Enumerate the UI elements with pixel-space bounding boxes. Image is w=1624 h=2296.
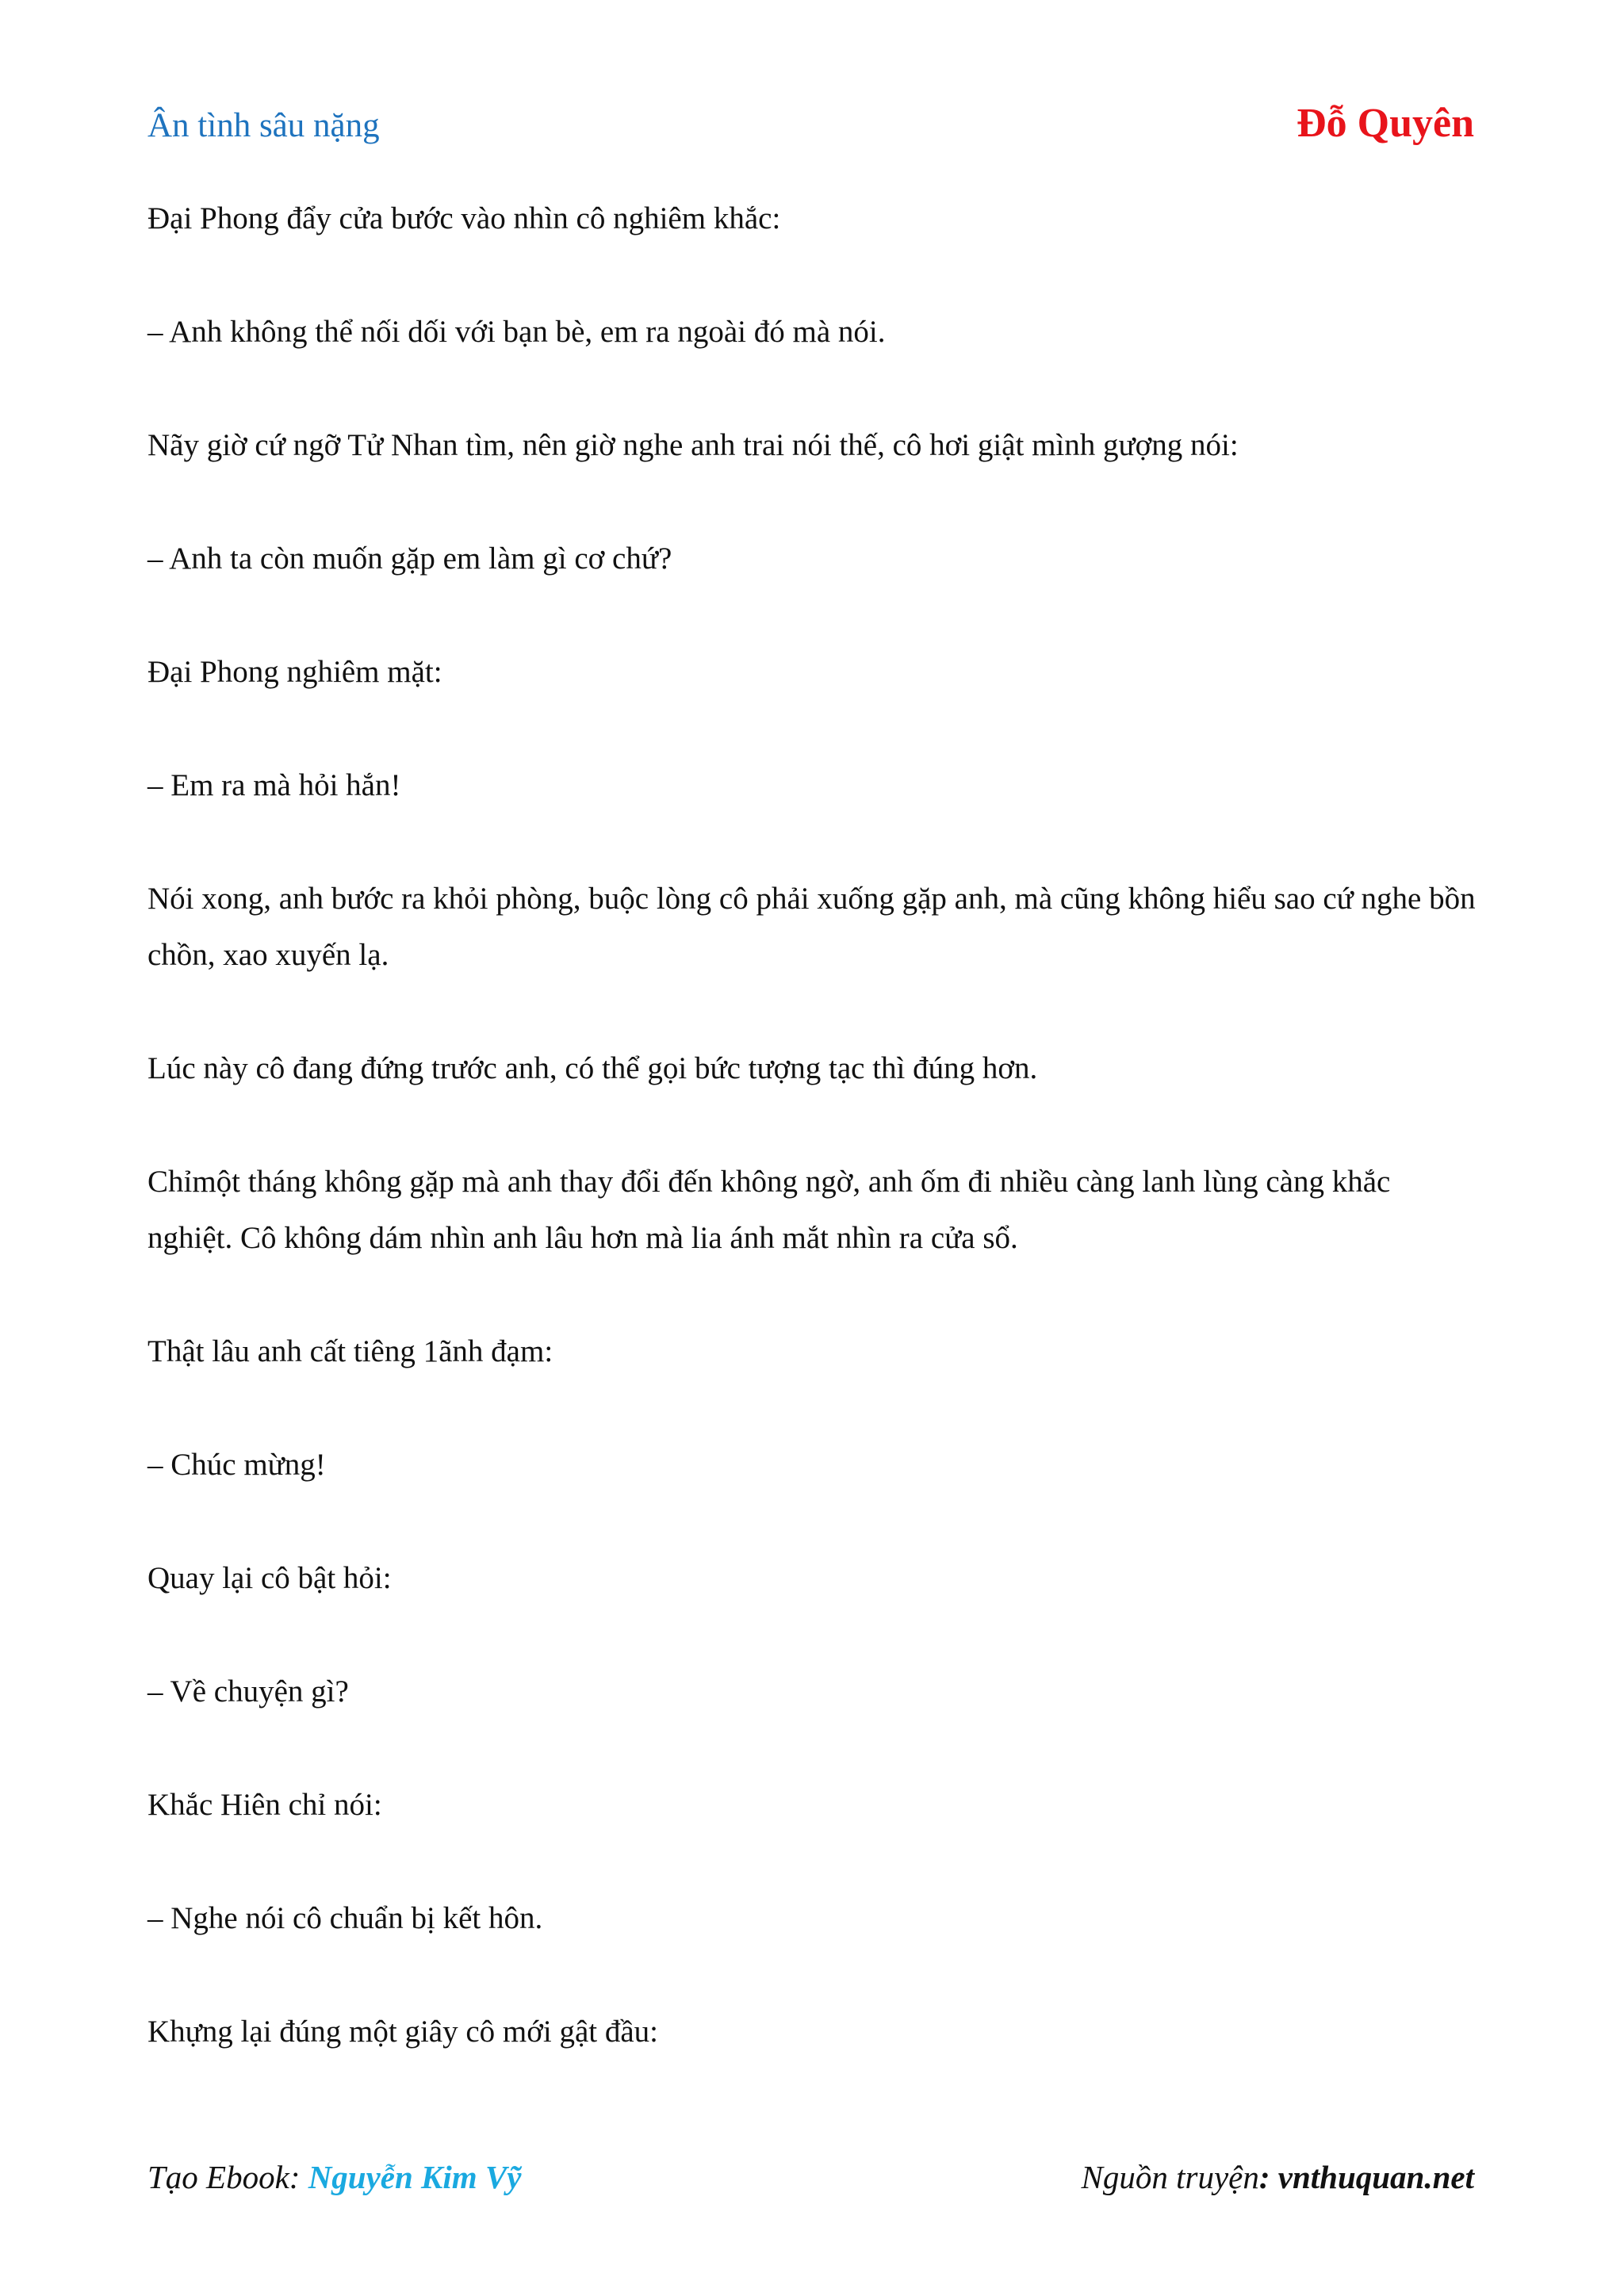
paragraph: – Anh không thể nối dối với bạn bè, em ra ngoài đó mà nói.	[147, 315, 886, 349]
ebook-creator: Nguyễn Kim Vỹ	[308, 2159, 522, 2195]
paragraph: – Em ra mà hỏi hắn!	[147, 768, 401, 802]
paragraph: – Nghe nói cô chuẩn bị kết hôn.	[147, 1901, 543, 1935]
source-site: vnthuquan.net	[1277, 2159, 1474, 2195]
source-label: Nguồn truyện	[1081, 2159, 1259, 2195]
paragraph: Nãy giờ cứ ngỡ Tử Nhan tìm, nên giờ nghe anh trai nói thế, cô hơi giật mình gượng nói:	[147, 428, 1239, 462]
ebook-credit	[147, 2158, 522, 2196]
book-title: Ân tình sâu nặng	[147, 107, 380, 144]
story-body	[147, 190, 1480, 2117]
source-colon: :	[1258, 2159, 1278, 2195]
paragraph: Quay lại cô bật hỏi:	[147, 1561, 392, 1595]
paragraph: – Anh ta còn muốn gặp em làm gì cơ chứ?	[147, 541, 672, 576]
author-name: Đỗ Quyên	[1297, 101, 1474, 146]
paragraph: – Về chuyện gì?	[147, 1674, 349, 1709]
paragraph: Đại Phong nghiêm mặt:	[147, 655, 442, 689]
source-credit	[1082, 2158, 1475, 2196]
ebook-label: Tạo Ebook	[147, 2159, 289, 2195]
paragraph: Khắc Hiên chỉ nói:	[147, 1788, 382, 1822]
paragraph: Thật lâu anh cất tiêng 1ãnh đạm:	[147, 1334, 553, 1368]
page-footer	[147, 2158, 1474, 2206]
paragraph: Khựng lại đúng một giây cô mới gật đầu:	[147, 2015, 658, 2049]
paragraph: Nói xong, anh bước ra khỏi phòng, buộc lòng cô phải xuống gặp anh, mà cũng không hiểu sao cứ nghe bồn chồn, xao xuyến lạ.	[147, 882, 1476, 972]
paragraph: – Chúc mừng!	[147, 1448, 326, 1482]
paragraph: Đại Phong đẩy cửa bước vào nhìn cô nghiêm khắc:	[147, 201, 781, 235]
ebook-colon: :	[289, 2159, 308, 2195]
paragraph: Chỉmột tháng không gặp mà anh thay đổi đến không ngờ, anh ốm đi nhiều càng lanh lùng càng khắc nghiệt. Cô không dám nhìn anh lâu hơn mà lia ánh mắt nhìn ra cửa sổ.	[147, 1165, 1391, 1255]
page-header	[147, 95, 1474, 159]
paragraph: Lúc này cô đang đứng trước anh, có thể gọi bức tượng tạc thì đúng hơn.	[147, 1051, 1038, 1085]
